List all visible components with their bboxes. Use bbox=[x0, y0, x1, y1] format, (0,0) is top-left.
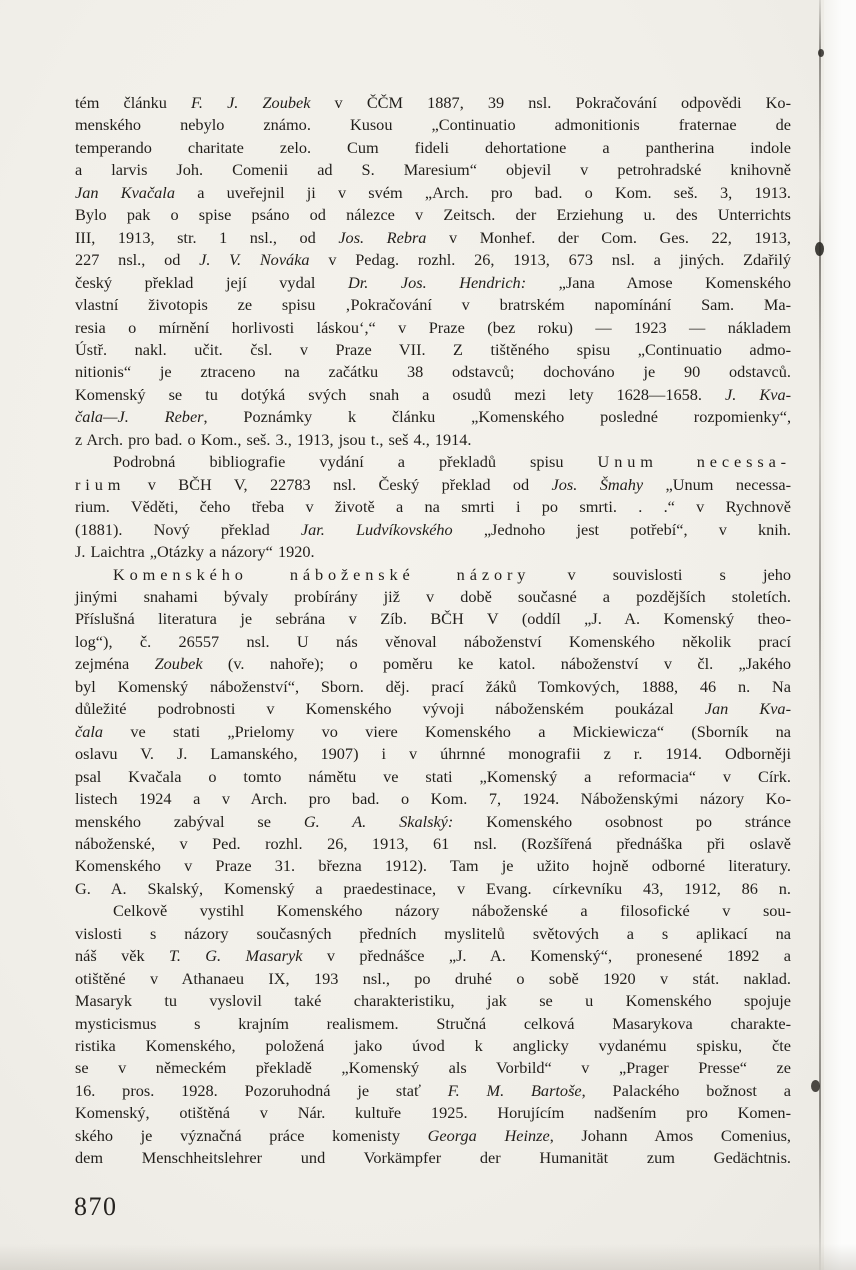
text-run: Dr. Jos. Hendrich: bbox=[348, 272, 527, 292]
text-run: menského nebylo známo. Kusou „Continuatio admonitionis fraternae de bbox=[75, 115, 791, 135]
text-run: Jan Kvačala bbox=[75, 182, 175, 202]
text-run: otištěné v Athanaeu IX, 193 nsl., po druhé o sobě 1920 v stát. naklad. bbox=[75, 968, 791, 988]
text-line bbox=[75, 474, 791, 496]
text-line bbox=[75, 137, 791, 159]
text-line bbox=[75, 788, 791, 810]
text-line bbox=[75, 878, 791, 900]
text-line bbox=[75, 294, 791, 316]
text-line bbox=[75, 923, 791, 945]
text-run: v Pedag. rozhl. 26, 1913, 673 nsl. a jiných. Zdařilý bbox=[309, 250, 791, 270]
text-run: český překlad její vydal bbox=[75, 272, 348, 292]
text-run: „Jana Amose Komenského bbox=[526, 272, 792, 292]
text-run: rium. Věděti, čeho třeba v životě a na smrti i po smrti. . .“ v Rychnově bbox=[75, 497, 791, 517]
text-run: , Poznámky k článku „Komenského posledné rozpomienky“, bbox=[203, 407, 792, 427]
binding-speck bbox=[818, 49, 824, 57]
text-run: Georga Heinze bbox=[427, 1125, 550, 1145]
text-run: J. V. Nováka bbox=[199, 250, 310, 270]
text-line bbox=[75, 945, 791, 967]
text-line bbox=[75, 317, 791, 339]
text-line bbox=[75, 698, 791, 720]
text-line bbox=[75, 631, 791, 653]
text-line bbox=[75, 743, 791, 765]
text-run: vislosti s názory současných předních myslitelů světových a s aplikací na bbox=[75, 923, 791, 943]
text-run: Jar. Ludvíkovského bbox=[300, 519, 453, 539]
text-run: Unum necessa- bbox=[597, 452, 791, 472]
text-line bbox=[75, 429, 791, 451]
binding-speck bbox=[815, 242, 824, 256]
text-run: temperando charitate zelo. Cum fideli dehortatione a pantherina indole bbox=[75, 137, 791, 157]
text-run: z Arch. pro bad. o Kom., seš. 3., 1913, jsou t., seš 4., 1914. bbox=[75, 429, 472, 449]
text-run: Ústř. nakl. učit. čsl. v Praze VII. Z tištěného spisu „Continuatio admo- bbox=[75, 339, 791, 359]
text-run: Komenský se tu dotýká svých snah a osudů mezi lety 1628—1658. bbox=[75, 384, 726, 404]
text-run: náš věk bbox=[75, 946, 169, 966]
text-run: , Johann Amos Comenius, bbox=[549, 1125, 792, 1145]
text-run: se v německém překladě „Komenský als Vorbild“ v „Prager Presse“ ze bbox=[75, 1058, 791, 1078]
text-run: Komenského osobnost po stránce bbox=[453, 811, 792, 831]
binding-speck bbox=[811, 1080, 820, 1092]
text-run: v přednášce „J. A. Komenský“, pronesené 1892 a bbox=[302, 946, 791, 966]
scan-background-strip bbox=[824, 0, 856, 1270]
text-run: oslavu V. J. Lamanského, 1907) i v úhrnné monografii z r. 1914. Odborněji bbox=[75, 744, 791, 764]
text-run: resia o mírnění horlivosti láskou‘,“ v Praze (bez roku) — 1923 — nákladem bbox=[75, 317, 791, 337]
text-run: J. Kva- bbox=[725, 384, 792, 404]
text-run: G. A. Skalský, Komenský a praedestinace, v Evang. církevníku 43, 1912, 86 n. bbox=[75, 878, 791, 898]
text-run: dem Menschheitslehrer und Vorkämpfer der Humanität zum Gedächtnis. bbox=[75, 1148, 791, 1168]
text-run: T. G. Masaryk bbox=[168, 946, 303, 966]
text-line bbox=[75, 900, 791, 922]
text-run: listech 1924 a v Arch. pro bad. o Kom. 7, 1924. Náboženskými názory Ko- bbox=[75, 789, 791, 809]
text-line bbox=[75, 92, 791, 114]
text-line bbox=[75, 833, 791, 855]
text-line bbox=[75, 204, 791, 226]
text-run: „Jednoho jest potřebí“, v knih. bbox=[452, 519, 791, 539]
text-line bbox=[75, 406, 791, 428]
text-run: tém článku bbox=[75, 93, 192, 112]
text-line bbox=[75, 227, 791, 249]
text-run: jinými snahami bývaly probírány již v době současné a pozdějších stoletích. bbox=[75, 586, 791, 606]
text-run: čala bbox=[75, 721, 104, 741]
text-run: (v. nahoře); o poměru ke katol. náboženství v čl. „Jakého bbox=[202, 654, 791, 674]
text-run: v ČČM 1887, 39 nsl. Pokračování odpovědi Ko- bbox=[310, 93, 791, 112]
text-line bbox=[75, 1102, 791, 1124]
text-run: byl Komenský náboženství“, Sborn. děj. prací žáků Tomkových, 1888, 46 n. Na bbox=[75, 676, 791, 696]
text-run: mysticismus s krajním realismem. Stručná celková Masarykova charakte- bbox=[75, 1013, 791, 1033]
text-line bbox=[75, 608, 791, 630]
text-run: a uveřejnil ji v svém „Arch. pro bad. o Kom. seš. 3, 1913. bbox=[174, 182, 791, 202]
text-line bbox=[75, 564, 791, 586]
text-run: F. J. Zoubek bbox=[191, 93, 311, 112]
text-run: náboženské, v Ped. rozhl. 26, 1913, 61 nsl. (Rozšířená přednáška při oslavě bbox=[75, 833, 791, 853]
text-line bbox=[75, 182, 791, 204]
text-run: F. M. Bartoše bbox=[447, 1080, 582, 1100]
text-line bbox=[75, 451, 791, 473]
text-line bbox=[75, 653, 791, 675]
text-line bbox=[75, 1035, 791, 1057]
text-run: Jan Kva- bbox=[704, 699, 791, 719]
text-line bbox=[75, 1125, 791, 1147]
text-run: menského zabýval se bbox=[75, 811, 304, 831]
text-run: Komenský, otištěná v Nár. kultuře 1925. Horujícím nadšením pro Komen- bbox=[75, 1103, 791, 1123]
text-run: 227 nsl., od bbox=[75, 250, 200, 270]
scan-bottom-shadow bbox=[0, 1244, 856, 1270]
text-line bbox=[75, 1147, 791, 1169]
text-run: ristika Komenského, položená jako úvod k anglicky vydanému spisku, čte bbox=[75, 1036, 791, 1056]
text-run: III, 1913, str. 1 nsl., od bbox=[75, 227, 339, 247]
text-line bbox=[75, 519, 791, 541]
text-run: (1881). Nový překlad bbox=[75, 519, 301, 539]
text-run: „Unum necessa- bbox=[643, 474, 792, 494]
text-run: G. A. Skalský: bbox=[303, 811, 454, 831]
text-run: 16. pros. 1928. Pozoruhodná je stať bbox=[75, 1080, 448, 1100]
text-line bbox=[75, 496, 791, 518]
text-run: zejména bbox=[75, 654, 155, 674]
text-line bbox=[75, 1057, 791, 1079]
text-run: ve stati „Prielomy vo viere Komenského a Mickiewicza“ (Sborník na bbox=[103, 721, 791, 741]
text-run: a larvis Joh. Comenii ad S. Maresium“ objevil v petrohradské knihovně bbox=[75, 160, 791, 180]
page-edge-line bbox=[819, 0, 821, 1270]
text-run: Bylo pak o spise psáno od nálezce v Zeitsch. der Erziehung u. des Unterrichts bbox=[75, 205, 791, 225]
text-line bbox=[75, 339, 791, 361]
text-run: , Palackého božnost a bbox=[581, 1080, 791, 1100]
text-line bbox=[75, 541, 791, 563]
text-run: Masaryk tu vyslovil také charakteristiku, jak se u Komenského spojuje bbox=[75, 991, 791, 1011]
text-run: Komenského náboženské názory bbox=[113, 564, 531, 584]
text-line bbox=[75, 990, 791, 1012]
text-line bbox=[75, 586, 791, 608]
text-line bbox=[75, 159, 791, 181]
text-line bbox=[75, 1080, 791, 1102]
text-run: v souvislosti s jeho bbox=[530, 564, 791, 584]
text-line bbox=[75, 811, 791, 833]
text-run: v BČH V, 22783 nsl. Český překlad od bbox=[125, 474, 552, 494]
text-run: ského je význačná práce komenisty bbox=[75, 1125, 428, 1145]
text-run: Podrobná bibliografie vydání a překladů spisu bbox=[113, 452, 598, 472]
text-run: vlastní životopis ze spisu ‚Pokračování v bratrském napomínání Sam. Ma- bbox=[75, 295, 791, 315]
text-run: rium bbox=[75, 474, 126, 494]
text-line bbox=[75, 249, 791, 271]
text-run: J. Laichtra „Otázky a názory“ 1920. bbox=[75, 542, 315, 562]
text-line bbox=[75, 1013, 791, 1035]
text-run: čala—J. Reber bbox=[75, 407, 204, 427]
text-line bbox=[75, 721, 791, 743]
text-line bbox=[75, 272, 791, 294]
text-line bbox=[75, 361, 791, 383]
text-run: důležité podrobnosti v Komenského vývoji náboženském poukázal bbox=[75, 699, 705, 719]
page-number: 870 bbox=[74, 1192, 118, 1221]
text-line bbox=[75, 855, 791, 877]
text-run: nitionis“ je ztraceno na začátku 38 odstavců; dochováno je 90 odstavců. bbox=[75, 362, 791, 382]
text-run: psal Kvačala o tomto námětu ve stati „Komenský a reformacia“ v Círk. bbox=[75, 766, 791, 786]
text-run: v Monhef. der Com. Ges. 22, 1913, bbox=[426, 227, 791, 247]
text-run: Jos. Šmahy bbox=[551, 474, 644, 494]
text-run: log“), č. 26557 nsl. U nás věnoval náboženství Komenského několik prací bbox=[75, 631, 791, 651]
text-line bbox=[75, 968, 791, 990]
text-block bbox=[75, 92, 791, 1170]
text-run: Celkově vystihl Komenského názory náboženské a filosofické v sou- bbox=[113, 901, 791, 921]
text-run: Zoubek bbox=[154, 654, 203, 674]
text-line bbox=[75, 384, 791, 406]
text-run: Komenského v Praze 31. března 1912). Tam je užito hojně odborné literatury. bbox=[75, 856, 791, 876]
text-line bbox=[75, 114, 791, 136]
text-line bbox=[75, 766, 791, 788]
text-run: Příslušná literatura je sebrána v Zíb. BČH V (oddíl „J. A. Komenský theo- bbox=[75, 609, 791, 629]
text-line bbox=[75, 676, 791, 698]
text-run: Jos. Rebra bbox=[338, 227, 427, 247]
